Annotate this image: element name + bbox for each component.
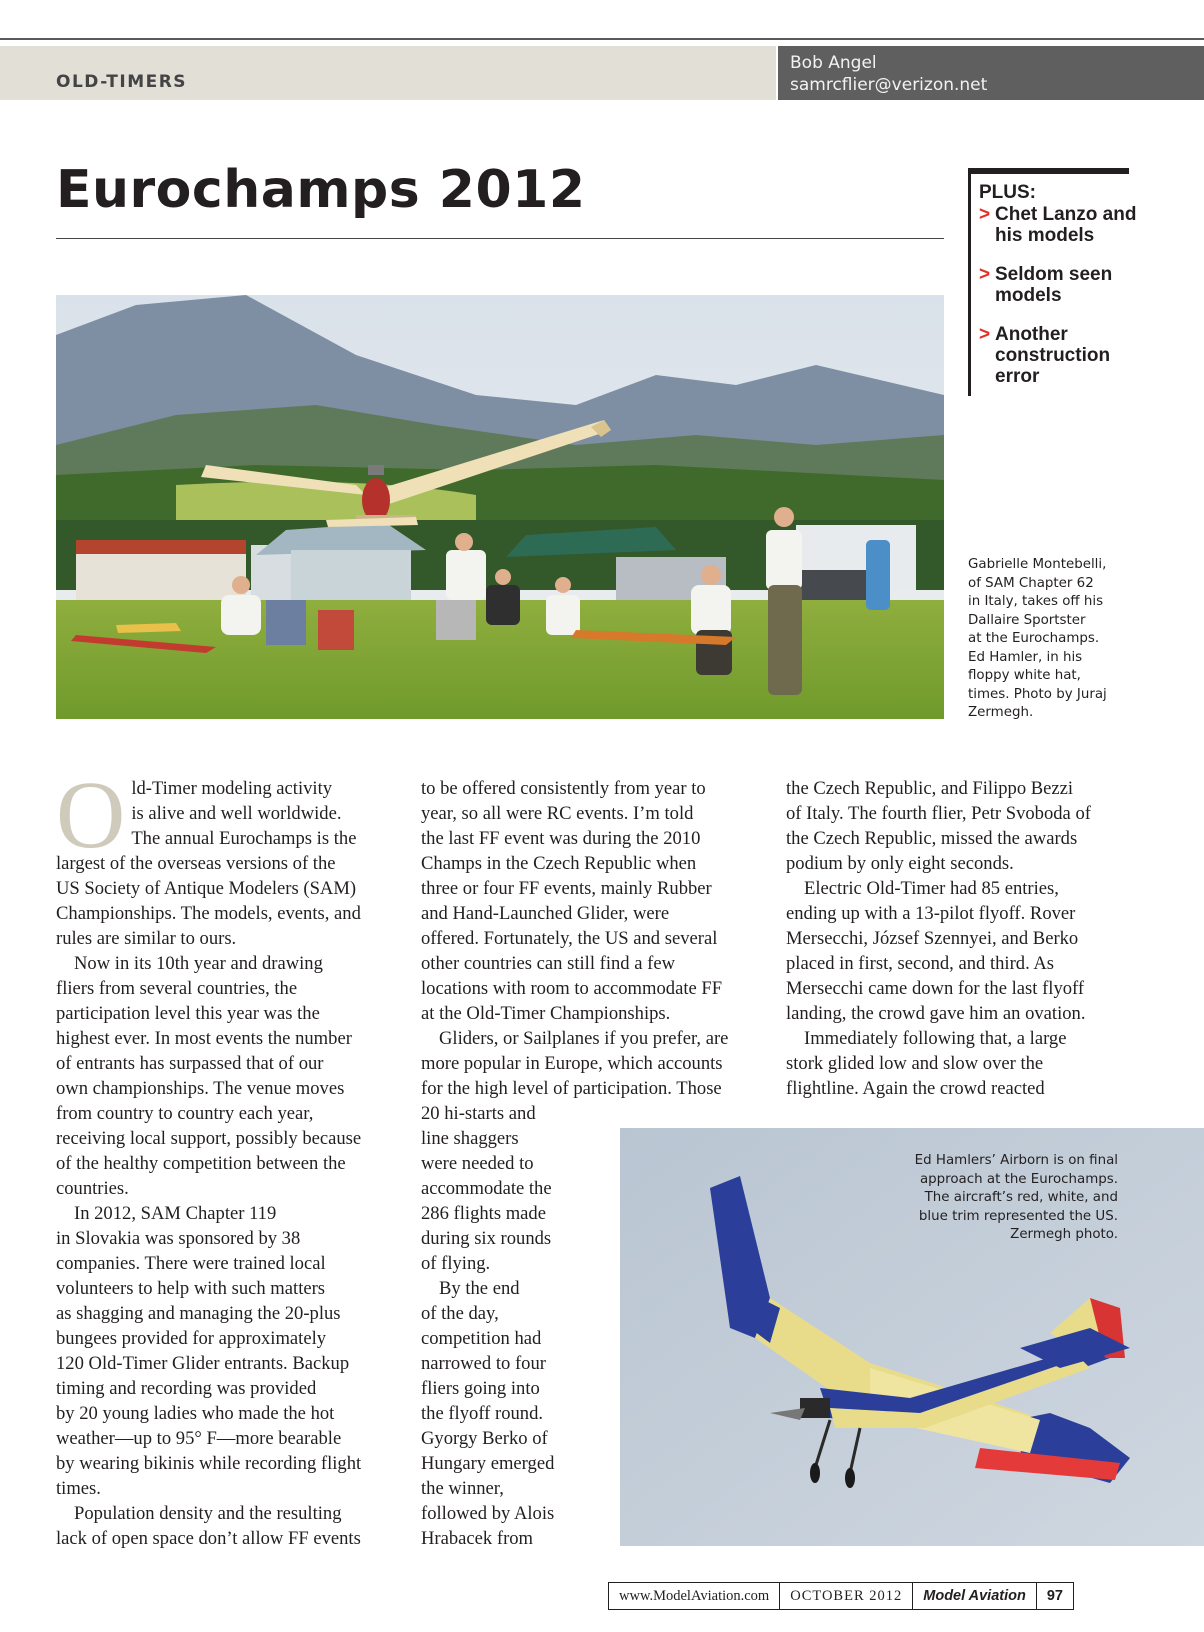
text-line: the winner, bbox=[421, 1478, 504, 1499]
text-line: Gyorgy Berko of bbox=[421, 1428, 548, 1449]
text-line: ending up with a 13-pilot flyoff. Rover bbox=[786, 903, 1076, 924]
page-number: 97 bbox=[1046, 1588, 1063, 1604]
caption-line: approach at the Eurochamps. bbox=[919, 1171, 1118, 1187]
text-line: In 2012, SAM Chapter 119 bbox=[74, 1203, 277, 1224]
text-line: three or four FF events, mainly Rubber bbox=[421, 878, 712, 899]
text-line: Electric Old-Timer had 85 entries, bbox=[804, 878, 1059, 899]
author-name: Bob Angel bbox=[790, 53, 877, 73]
caption-line: in Italy, takes off his bbox=[968, 594, 1104, 609]
text-line: competition had bbox=[421, 1328, 542, 1349]
text-line: countries. bbox=[56, 1178, 129, 1199]
text-line: locations with room to accommodate FF bbox=[421, 978, 723, 999]
text-line: bungees provided for approximately bbox=[56, 1328, 327, 1349]
text-line: of entrants has surpassed that of our bbox=[56, 1053, 324, 1074]
caption-line: times. Photo by Juraj bbox=[968, 686, 1107, 702]
website-link[interactable]: www.ModelAviation.com bbox=[609, 1583, 780, 1609]
caption-line: Ed Hamlers’ Airborn is on final bbox=[914, 1153, 1118, 1168]
plus-line: his models bbox=[995, 225, 1095, 246]
text-line: Immediately following that, a large bbox=[804, 1028, 1067, 1049]
launch-photo bbox=[56, 295, 944, 719]
caption-line: The aircraft’s red, white, and bbox=[924, 1190, 1118, 1205]
text-line: of Italy. The fourth flier, Petr Svoboda of bbox=[786, 803, 1091, 824]
author-email[interactable]: samrcflier@verizon.net bbox=[790, 75, 988, 95]
text-line: were needed to bbox=[421, 1153, 534, 1174]
text-line: in Slovakia was sponsored by 38 bbox=[56, 1228, 301, 1249]
text-line: by 20 young ladies who made the hot bbox=[56, 1403, 335, 1424]
text-line: receiving local support, possibly because bbox=[56, 1128, 362, 1149]
drop-cap: O bbox=[56, 761, 126, 868]
issue-date: OCTOBER 2012 bbox=[780, 1583, 913, 1609]
plus-line: construction bbox=[995, 345, 1111, 366]
text-line: narrowed to four bbox=[421, 1353, 546, 1374]
text-line: Champs in the Czech Republic when bbox=[421, 853, 697, 874]
text-line: of flying. bbox=[421, 1253, 491, 1274]
text-line: fliers going into bbox=[421, 1378, 540, 1399]
text-line: lack of open space don’t allow FF events bbox=[56, 1528, 361, 1549]
caption-line: floppy white hat, bbox=[968, 668, 1081, 683]
text-line: placed in first, second, and third. As bbox=[786, 953, 1055, 974]
text-line: at the Old-Timer Championships. bbox=[421, 1003, 671, 1024]
article-title: Eurochamps 2012 bbox=[56, 160, 586, 220]
plus-line: error bbox=[995, 366, 1040, 387]
text-line: and Hand-Launched Glider, were bbox=[421, 903, 670, 924]
text-line: timing and recording was provided bbox=[56, 1378, 317, 1399]
plus-heading: PLUS: bbox=[979, 182, 1036, 203]
text-line: ld-Timer modeling activity bbox=[131, 778, 333, 799]
text-line: accommodate the bbox=[421, 1178, 552, 1199]
plus-item bbox=[979, 324, 1140, 387]
text-line: to be offered consistently from year to bbox=[421, 778, 706, 799]
text-line: 20 hi-starts and bbox=[421, 1103, 536, 1124]
top-rule bbox=[0, 38, 1204, 40]
author-box bbox=[778, 46, 1204, 100]
text-line: from country to country each year, bbox=[56, 1103, 314, 1124]
plus-line: Another bbox=[995, 324, 1068, 345]
arrow-icon: > bbox=[979, 204, 991, 225]
caption-line: of SAM Chapter 62 bbox=[968, 575, 1094, 591]
text-line: stork glided low and slow over the bbox=[786, 1053, 1044, 1074]
text-line: US Society of Antique Modelers (SAM) bbox=[56, 878, 357, 899]
text-line: landing, the crowd gave him an ovation. bbox=[786, 1003, 1086, 1024]
text-line: flightline. Again the crowd reacted bbox=[786, 1078, 1045, 1099]
title-rule bbox=[56, 238, 944, 239]
text-line: volunteers to help with such matters bbox=[56, 1278, 326, 1299]
text-line: weather—up to 95° F—more bearable bbox=[56, 1428, 342, 1449]
article-column-1 bbox=[56, 761, 394, 1551]
caption-line: Ed Hamler, in his bbox=[968, 649, 1083, 665]
text-line: Hrabacek from bbox=[421, 1528, 534, 1549]
text-line: Mersecchi came down for the last flyoff bbox=[786, 978, 1085, 999]
text-line: is alive and well worldwide. bbox=[131, 803, 342, 824]
text-line: other countries can still find a few bbox=[421, 953, 676, 974]
arrow-icon: > bbox=[979, 324, 991, 345]
text-line: for the high level of participation. Those bbox=[421, 1078, 722, 1099]
text-line: 120 Old-Timer Glider entrants. Backup bbox=[56, 1353, 350, 1374]
text-line: times. bbox=[56, 1478, 101, 1499]
text-line: By the end bbox=[439, 1278, 520, 1299]
text-line: the last FF event was during the 2010 bbox=[421, 828, 701, 849]
plus-item bbox=[979, 204, 1140, 246]
text-line: The annual Eurochamps is the bbox=[131, 828, 357, 849]
text-line: Championships. The models, events, and bbox=[56, 903, 361, 924]
text-line: Hungary emerged bbox=[421, 1453, 555, 1474]
text-line: Population density and the resulting bbox=[74, 1503, 342, 1524]
text-line: by wearing bikinis while recording flight bbox=[56, 1453, 362, 1474]
text-line: fliers from several countries, the bbox=[56, 978, 298, 999]
text-line: followed by Alois bbox=[421, 1503, 555, 1524]
article-column-3 bbox=[786, 776, 1120, 1101]
text-line: Gliders, or Sailplanes if you prefer, are bbox=[439, 1028, 729, 1049]
plus-item bbox=[979, 264, 1140, 306]
text-line: as shagging and managing the 20-plus bbox=[56, 1303, 341, 1324]
caption-line: Zermegh photo. bbox=[1010, 1227, 1118, 1242]
photo-caption bbox=[968, 556, 1128, 723]
text-line: podium by only eight seconds. bbox=[786, 853, 1014, 874]
text-line: more popular in Europe, which accounts bbox=[421, 1053, 723, 1074]
text-line: line shaggers bbox=[421, 1128, 519, 1149]
text-line: of the healthy competition between the bbox=[56, 1153, 346, 1174]
text-line: during six rounds bbox=[421, 1228, 552, 1249]
caption-line: Dallaire Sportster bbox=[968, 612, 1086, 628]
text-line: the flyoff round. bbox=[421, 1403, 544, 1424]
text-line: the Czech Republic, missed the awards bbox=[786, 828, 1078, 849]
caption-line: Gabrielle Montebelli, bbox=[968, 557, 1107, 572]
text-line: 286 flights made bbox=[421, 1203, 546, 1224]
photo-caption bbox=[880, 1152, 1118, 1245]
text-line: companies. There were trained local bbox=[56, 1253, 326, 1274]
plus-line: models bbox=[995, 285, 1062, 306]
text-line: offered. Fortunately, the US and several bbox=[421, 928, 718, 949]
text-line: highest ever. In most events the number bbox=[56, 1028, 352, 1049]
text-line: year, so all were RC events. I’m told bbox=[421, 803, 694, 824]
arrow-icon: > bbox=[979, 264, 991, 285]
magazine-name: Model Aviation bbox=[913, 1583, 1037, 1609]
page-footer bbox=[608, 1582, 1074, 1610]
caption-line: blue trim represented the US. bbox=[918, 1208, 1118, 1224]
section-label: OLD-TIMERS bbox=[56, 72, 188, 92]
plus-box bbox=[968, 168, 1137, 396]
text-line: Mersecchi, József Szennyei, and Berko bbox=[786, 928, 1079, 949]
plus-line: Seldom seen bbox=[995, 264, 1113, 285]
text-line: own championships. The venue moves bbox=[56, 1078, 345, 1099]
text-line: participation level this year was the bbox=[56, 1003, 320, 1024]
caption-line: at the Eurochamps. bbox=[968, 631, 1100, 646]
text-line: the Czech Republic, and Filippo Bezzi bbox=[786, 778, 1074, 799]
caption-line: Zermegh. bbox=[968, 705, 1034, 720]
plus-line: Chet Lanzo and bbox=[995, 204, 1137, 225]
text-line: rules are similar to ours. bbox=[56, 928, 237, 949]
text-line: of the day, bbox=[421, 1303, 499, 1324]
text-line: Now in its 10th year and drawing bbox=[74, 953, 323, 974]
text-line: largest of the overseas versions of the bbox=[56, 853, 336, 874]
